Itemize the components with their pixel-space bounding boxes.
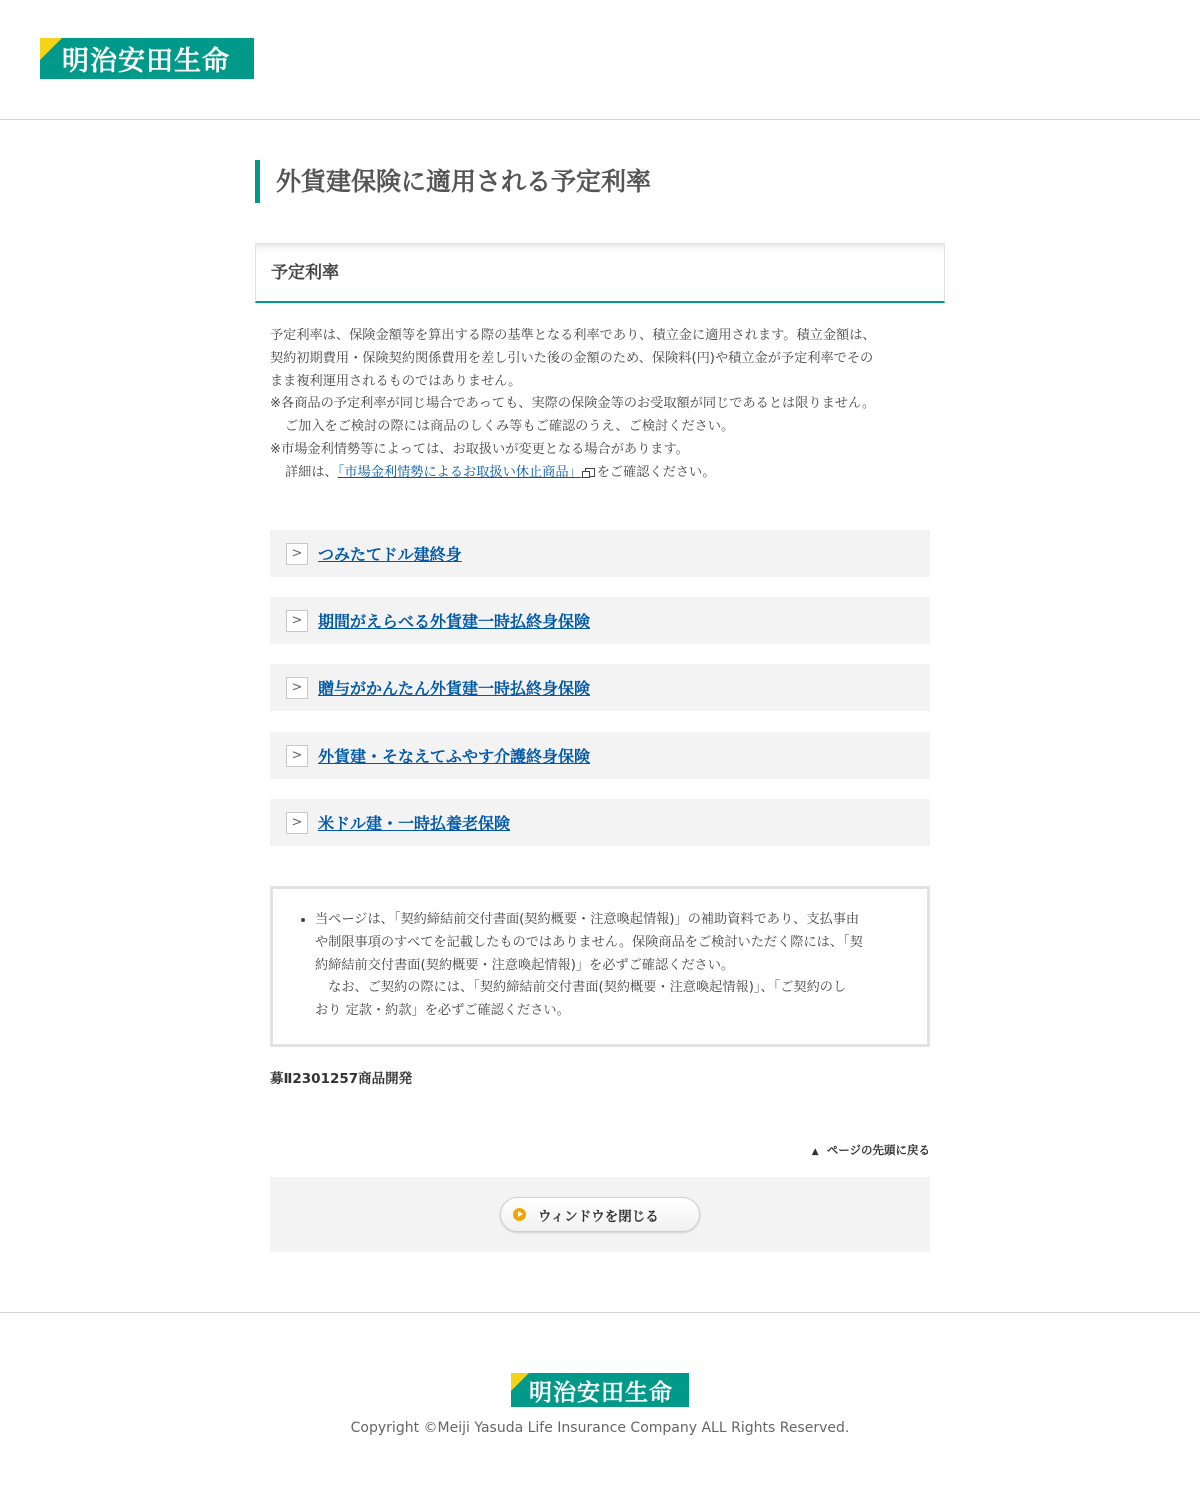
footer-logo <box>511 1373 689 1407</box>
suspended-products-link[interactable]: 「市場金利情勢によるお取扱い休止商品」 <box>337 464 582 480</box>
note-line: ご加入をご検討の際には商品のしくみ等もご確認のうえ、ご検討ください。 <box>285 419 735 435</box>
note-line: ※市場金利情勢等によっては、お取扱いが変更となる場合があります。 <box>270 441 689 457</box>
chevron-right-icon: > <box>286 677 308 699</box>
product-link[interactable]: つみたてドル建終身 <box>318 545 462 564</box>
chevron-right-icon: > <box>286 543 308 565</box>
notice-line: なお、ご契約の際には、「契約締結前交付書面(契約概要・注意喚起情報)」、「ご契約のし <box>315 980 847 996</box>
description-line: 契約初期費用・保険契約関係費用を差し引いた後の金額のため、保険料(円)や積立金が予定利率でその <box>270 350 874 366</box>
product-item[interactable] <box>270 799 930 846</box>
external-window-icon <box>585 468 595 477</box>
back-to-top-label: ページの先頭に戻る <box>826 1143 930 1157</box>
triangle-up-icon: ▲ <box>811 1147 819 1157</box>
note-suffix: をご確認ください。 <box>596 464 716 480</box>
close-area <box>270 1177 930 1252</box>
page-title: 外貨建保険に適用される予定利率 <box>255 160 651 203</box>
product-item[interactable] <box>270 597 930 644</box>
note-link-line <box>270 462 935 485</box>
product-link[interactable]: 贈与がかんたん外貨建一時払終身保険 <box>318 679 591 698</box>
description-line: 予定利率は、保険金額等を算出する際の基準となる利率であり、積立金に適用されます。積立金額は、 <box>270 328 876 343</box>
note-line: ※各商品の予定利率が同じ場合であっても、実際の保険金等のお受取額が同じであるとは限りません。 <box>270 396 876 412</box>
notice-box <box>270 886 930 1047</box>
product-link[interactable]: 期間がえらべる外貨建一時払終身保険 <box>318 612 591 631</box>
description-line: まま複利運用されるものではありません。 <box>270 373 522 389</box>
notice-line: 約締結前交付書面(契約概要・注意喚起情報)」を必ずご確認ください。 <box>315 957 735 973</box>
brand-logo-text: 明治安田生命 <box>62 46 230 77</box>
product-link[interactable]: 外貨建・そなえてふやす介護終身保険 <box>318 747 591 766</box>
product-item[interactable] <box>270 530 930 577</box>
notice-line: • 当ページは、「契約締結前交付書面(契約概要・注意喚起情報)」の補助資料であり、支払事由 <box>315 912 860 927</box>
notice-line: や制限事項のすべてを記載したものではありません。保険商品をご検討いただく際には、「契 <box>315 934 863 950</box>
chevron-right-icon: > <box>286 610 308 632</box>
back-to-top-link[interactable] <box>812 1142 930 1158</box>
play-circle-icon <box>513 1208 526 1221</box>
footer-divider <box>0 1312 1200 1313</box>
footer-logo-text: 明治安田生命 <box>529 1379 673 1406</box>
product-item[interactable] <box>270 664 930 711</box>
close-window-label: ウィンドウを閉じる <box>538 1208 659 1225</box>
document-code: 募Ⅱ2301257商品開発 <box>270 1071 413 1087</box>
product-item[interactable] <box>270 732 930 779</box>
product-link[interactable]: 米ドル建・一時払養老保険 <box>318 814 511 833</box>
description-block <box>270 325 935 485</box>
chevron-right-icon: > <box>286 812 308 834</box>
note-prefix: 詳細は、 <box>285 464 338 480</box>
section-heading: 予定利率 <box>255 243 945 303</box>
chevron-right-icon: > <box>286 745 308 767</box>
site-header <box>0 0 1200 120</box>
close-window-button[interactable] <box>500 1197 700 1232</box>
notice-item <box>315 909 905 1023</box>
copyright: Copyright ©Meiji Yasuda Life Insurance Company ALL Rights Reserved. <box>350 1420 850 1436</box>
notice-line: おり 定款・約款」を必ずご確認ください。 <box>315 1003 570 1019</box>
brand-logo[interactable] <box>40 38 254 79</box>
